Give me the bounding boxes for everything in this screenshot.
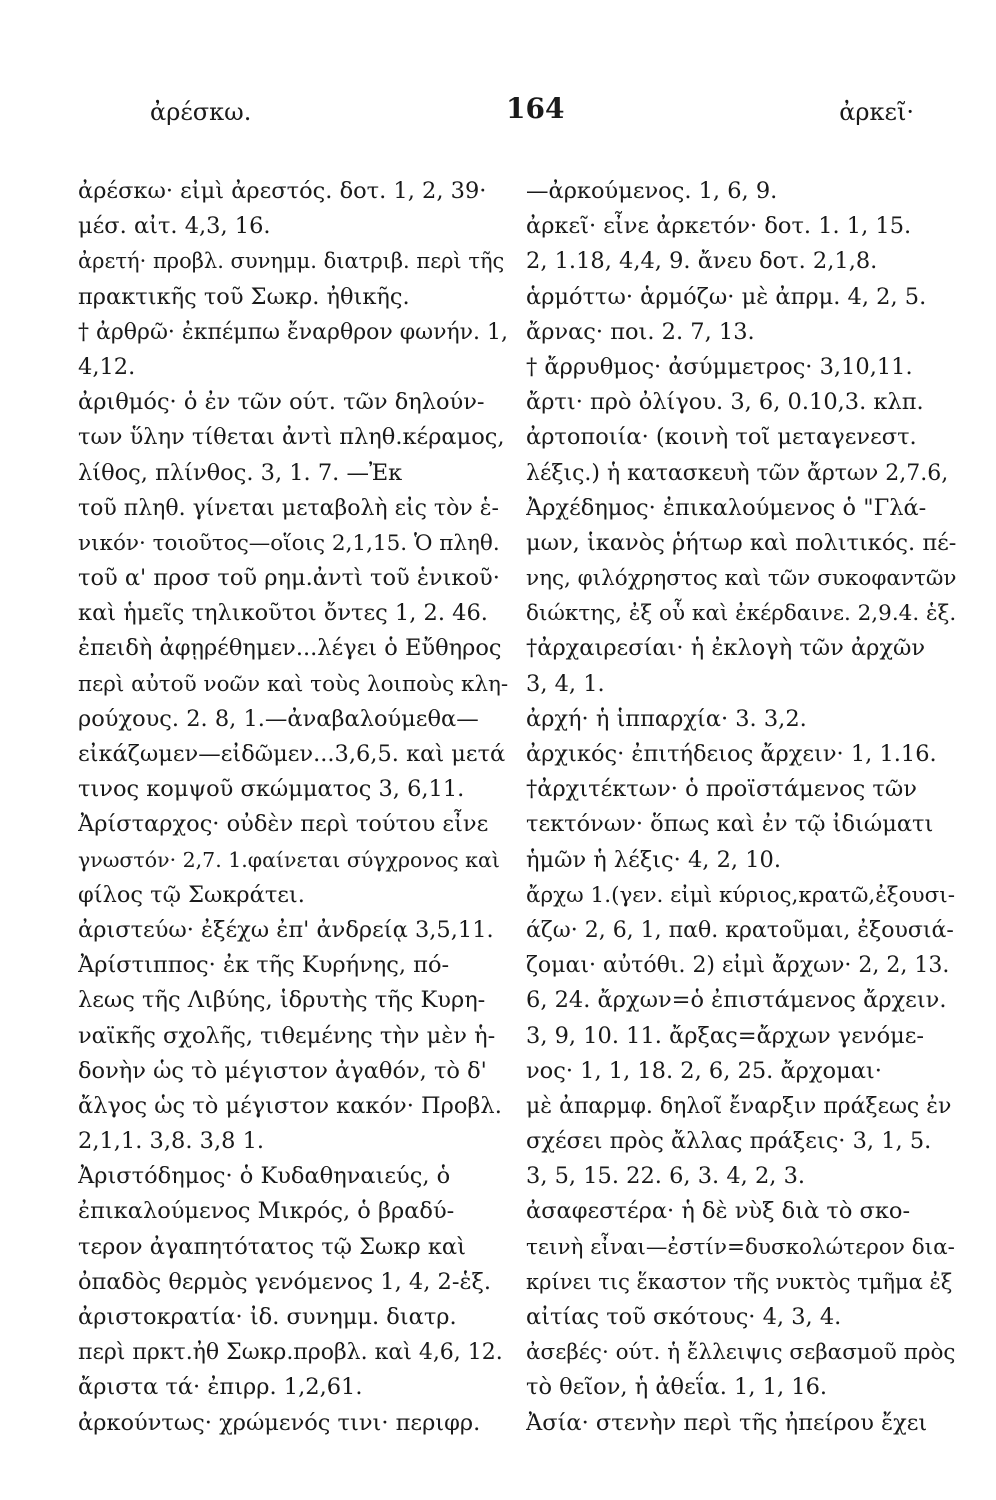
left-column — [78, 174, 508, 1441]
text-line: 2, 1.18, 4,4, 9. ἄνευ δοτ. 2,1,8. — [526, 248, 878, 275]
text-line: διώκτης, ἐξ οὗ καὶ ἐκέρδαινε. 2,9.4. ἑξ. — [526, 601, 956, 627]
text-line: 4,12. — [78, 353, 136, 380]
text-line: νης, φιλόχρηστος καὶ τῶν συκοφαντῶν — [526, 566, 956, 592]
text-line: † ἀρθρῶ· ἐκπέμπω ἔναρθρον φωνήν. 1, — [78, 319, 508, 345]
text-line: τεινὴ εἶναι—ἐστίν=δυσκολώτερον δια- — [526, 1234, 955, 1260]
text-line: ἀρχή· ἡ ἱππαρχία· 3. 3,2. — [526, 705, 807, 732]
text-line: Ἀσία· στενὴν περὶ τῆς ἠπείρου ἔχει — [526, 1409, 928, 1436]
page-number: 164 — [506, 92, 565, 125]
text-line: των ὕλην τίθεται ἀντὶ πληθ.κέραμος, — [78, 424, 505, 451]
text-line: τερον ἀγαπητότατος τῷ Σωκρ καὶ — [78, 1233, 466, 1260]
text-line: πρακτικῆς τοῦ Σωκρ. ἠθικῆς. — [78, 283, 410, 310]
text-line: ἐπικαλούμενος Μικρός, ὁ βραδύ- — [78, 1198, 455, 1225]
text-line: ζομαι· αὐτόθι. 2) εἰμὶ ἄρχων· 2, 2, 13. — [526, 953, 950, 979]
text-line: ἀρκούντως· χρώμενός τινι· περιφρ. — [78, 1409, 481, 1436]
text-line: φίλος τῷ Σωκράτει. — [78, 881, 305, 908]
text-line: 3, 4, 1. — [526, 670, 605, 697]
text-line: μέσ. αἰτ. 4,3, 16. — [78, 213, 271, 240]
text-line: ἀσεβές· ούτ. ἡ ἔλλειψις σεβασμοῦ πρὸς — [526, 1340, 956, 1366]
text-line: Ἀρίσταρχος· οὐδὲν περὶ τούτου εἶνε — [78, 811, 489, 838]
text-line: λίθος, πλίνθος. 3, 1. 7. —Ἐκ — [78, 459, 403, 486]
text-line: ἀσαφεστέρα· ἡ δὲ νὺξ διὰ τὸ σκο- — [526, 1198, 911, 1225]
header-first-entry: ἀρέσκω. — [150, 98, 252, 126]
text-line: 6, 24. ἄρχων=ὁ ἐπιστάμενος ἄρχειν. — [526, 987, 947, 1014]
text-line: Ἀριστόδημος· ὁ Κυδαθηναιεύς, ὁ — [78, 1163, 451, 1190]
text-line: εἰκάζωμεν—εἰδῶμεν...3,6,5. καὶ μετά — [78, 741, 506, 767]
text-line: λέξις.) ἡ κατασκευὴ τῶν ἄρτων 2,7.6, — [526, 460, 949, 486]
running-header — [0, 92, 996, 138]
header-last-entry: ἀρκεῖ· — [839, 98, 914, 126]
text-line: τοῦ α' προσ τοῦ ρημ.ἀντὶ τοῦ ἑνικοῦ· — [78, 565, 500, 592]
text-line: κρίνει τις ἕκαστον τῆς νυκτὸς τμῆμα ἐξ — [526, 1269, 953, 1294]
text-line: τοῦ πληθ. γίνεται μεταβολὴ εἰς τὸν ἑ- — [78, 495, 499, 521]
text-line: ἁρμόττω· ἁρμόζω· μὲ ἀπρμ. 4, 2, 5. — [526, 283, 927, 310]
text-line: τινος κομψοῦ σκώμματος 3, 6,11. — [78, 776, 465, 803]
text-line: ναϊκῆς σχολῆς, τιθεμένης τὴν μὲν ἡ- — [78, 1022, 496, 1049]
right-column — [526, 174, 956, 1441]
text-line: μων, ἱκανὸς ῥήτωρ καὶ πολιτικός. πέ- — [526, 529, 956, 556]
text-line: ἀρχικός· ἐπιτήδειος ἄρχειν· 1, 1.16. — [526, 741, 937, 767]
text-line: ρούχους. 2. 8, 1.—ἀναβαλούμεθα— — [78, 705, 479, 732]
text-line: † ἄρρυθμος· ἀσύμμετρος· 3,10,11. — [526, 353, 913, 380]
text-line: σχέσει πρὸς ἄλλας πράξεις· 3, 1, 5. — [526, 1128, 932, 1155]
text-line: δονὴν ὡς τὸ μέγιστον ἀγαθόν, τὸ δ' — [78, 1057, 487, 1084]
text-line: ἀριστοκρατία· ἰδ. συνημμ. διατρ. — [78, 1304, 457, 1330]
text-line: ἀρετή· προβλ. συνημμ. διατριβ. περὶ τῆς — [78, 249, 505, 274]
text-line: ἄρνας· ποι. 2. 7, 13. — [526, 318, 755, 345]
text-line: ἀρέσκω· εἰμὶ ἀρεστός. δοτ. 1, 2, 39· — [78, 178, 487, 204]
text-line: 3, 9, 10. 11. ἄρξας=ἄρχων γενόμε- — [526, 1022, 925, 1049]
text-line: ἄριστα τά· ἐπιρρ. 1,2,61. — [78, 1374, 363, 1401]
text-line: 2,1,1. 3,8. 3,8 1. — [78, 1128, 265, 1155]
text-line: 3, 5, 15. 22. 6, 3. 4, 2, 3. — [526, 1163, 806, 1190]
text-line: λεως τῆς Λιβύης, ἱδρυτὴς τῆς Κυρη- — [78, 987, 486, 1014]
text-line: ἀρκεῖ· εἶνε ἀρκετόν· δοτ. 1. 1, 15. — [526, 213, 912, 240]
text-line: —ἀρκούμενος. 1, 6, 9. — [526, 178, 778, 204]
text-line: τεκτόνων· ὅπως καὶ ἐν τῷ ἰδιώματι — [526, 811, 934, 838]
text-line: γνωστόν· 2,7. 1.φαίνεται σύγχρονος καὶ — [78, 847, 500, 872]
text-line: άζω· 2, 6, 1, παθ. κρατοῦμαι, ἐξουσιά- — [526, 917, 954, 943]
text-line: νος· 1, 1, 18. 2, 6, 25. ἄρχομαι· — [526, 1057, 882, 1084]
text-line: ἄλγος ὡς τὸ μέγιστον κακόν· Προβλ. — [78, 1092, 502, 1119]
text-line: περὶ αὐτοῦ νοῶν καὶ τοὺς λοιποὺς κλη- — [78, 671, 508, 697]
text-line: Ἀρίστιππος· ἐκ τῆς Κυρήνης, πό- — [78, 952, 450, 979]
text-line: †ἀρχαιρεσίαι· ἡ ἐκλογὴ τῶν ἀρχῶν — [526, 635, 926, 662]
text-line: ἡμῶν ἡ λέξις· 4, 2, 10. — [526, 846, 781, 873]
text-line: νικόν· τοιοῦτος—οἵοις 2,1,15. Ὁ πληθ. — [78, 530, 500, 556]
text-line: περὶ πρκτ.ἠθ Σωκρ.προβλ. καὶ 4,6, 12. — [78, 1340, 503, 1366]
text-line: αἰτίας τοῦ σκότους· 4, 3, 4. — [526, 1304, 842, 1330]
text-line: καὶ ἡμεῖς τηλικοῦτοι ὄντες 1, 2. 46. — [78, 600, 488, 627]
text-line: ὀπαδὸς θερμὸς γενόμενος 1, 4, 2-ἑξ. — [78, 1268, 492, 1295]
text-line: ἄρχω 1.(γεν. εἰμὶ κύριος,κρατῶ,ἐξουσι- — [526, 882, 956, 908]
text-line: ἀριστεύω· ἐξέχω ἐπ' ἀνδρείᾳ 3,5,11. — [78, 916, 494, 943]
text-line: μὲ ἀπαρμφ. δηλοῖ ἔναρξιν πράξεως ἐν — [526, 1093, 952, 1119]
text-line: ἀρτοποιία· (κοινὴ τοῖ μεταγενεστ. — [526, 424, 917, 451]
text-line: τὸ θεῖον, ἡ ἀθεΐα. 1, 1, 16. — [526, 1374, 828, 1401]
text-line: †ἀρχιτέκτων· ὁ προϊστάμενος τῶν — [526, 776, 917, 803]
text-line: Ἀρχέδημος· ἐπικαλούμενος ὁ "Γλά- — [526, 494, 927, 521]
text-line: ἀριθμός· ὁ ἐν τῶν ούτ. τῶν δηλούν- — [78, 389, 485, 416]
text-line: ἐπειδὴ ἀφῃρέθημεν...λέγει ὁ Εὔθηρος — [78, 635, 502, 662]
text-line: ἄρτι· πρὸ ὀλίγου. 3, 6, 0.10,3. κλπ. — [526, 389, 924, 416]
